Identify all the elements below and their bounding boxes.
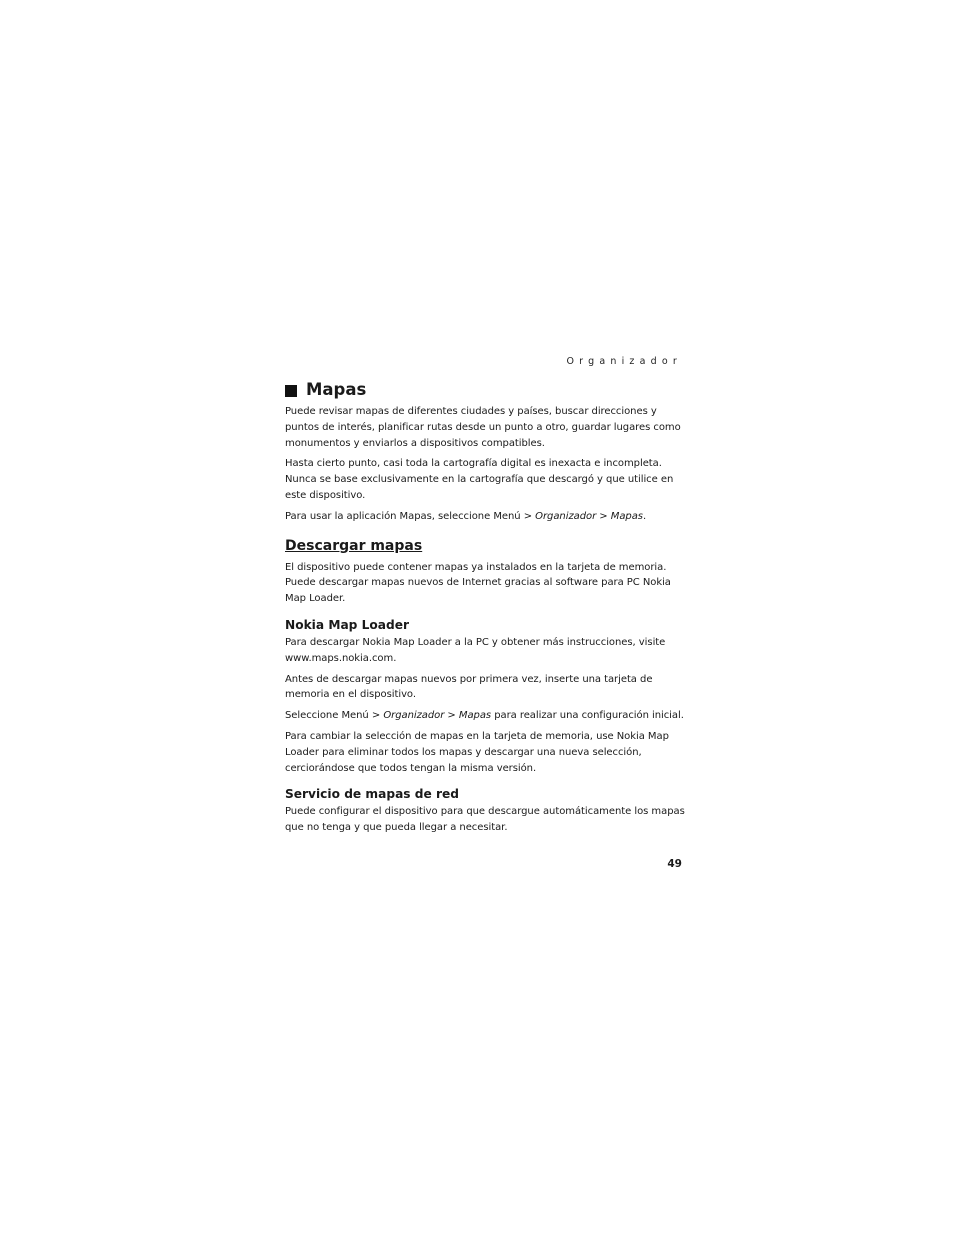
organizer-label: Organizador <box>383 710 445 722</box>
section-title: Mapas <box>306 380 367 399</box>
paragraph: Puede configurar el dispositivo para que descargue automáticamente los mapas que no tenga y que pueda llegar a necesitar. <box>285 806 685 834</box>
path-separator: > <box>520 510 536 522</box>
path-separator: > <box>368 710 384 722</box>
subsubsection-title-network: Servicio de mapas de red <box>285 787 460 802</box>
paragraph: El dispositivo puede contener mapas ya instalados en la tarjeta de memoria. Puede descargar mapas nuevos de Internet gracias al software para PC Nokia Map Loader. <box>285 561 671 605</box>
page-content <box>285 378 685 841</box>
text: Para usar la aplicación Mapas, seleccione <box>285 510 494 522</box>
paragraph: Para descargar Nokia Map Loader a la PC y obtener más instrucciones, visite www.maps.nokia.com. <box>285 636 666 664</box>
paragraph-menu-path <box>285 708 685 724</box>
path-separator: > <box>596 510 611 522</box>
section-heading <box>285 378 685 402</box>
paragraph: Puede revisar mapas de diferentes ciudades y países, buscar direcciones y puntos de interés, planificar rutas desde un punto a otro, guardar lugares como monumentos y enviarlos a dispositivos compatibles. <box>285 406 681 449</box>
black-square-icon <box>285 385 297 397</box>
running-header: Organizador <box>566 356 682 367</box>
text: para realizar una configuración inicial. <box>491 710 684 722</box>
menu-label: Menú <box>493 510 521 522</box>
path-separator: > <box>444 710 459 722</box>
maps-label: Mapas <box>458 710 492 722</box>
text: Seleccione <box>285 710 342 722</box>
paragraph: Para cambiar la selección de mapas en la tarjeta de memoria, use Nokia Map Loader para eliminar todos los mapas y descargar una nueva selección, cerciorándose que todos tengan la misma versión. <box>285 730 669 774</box>
maps-label: Mapas <box>610 510 643 522</box>
subsubsection-title-loader: Nokia Map Loader <box>285 617 410 632</box>
document-page <box>285 0 685 1235</box>
paragraph: Hasta cierto punto, casi toda la cartografía digital es inexacta e incompleta. Nunca se base exclusivamente en la cartografía que descargó y que utilice en este dispositivo. <box>285 458 674 501</box>
text: . <box>642 510 647 522</box>
organizer-label: Organizador <box>535 510 597 522</box>
paragraph: Antes de descargar mapas nuevos por primera vez, inserte una tarjeta de memoria en el dispositivo. <box>285 673 653 701</box>
subsection-title-download: Descargar mapas <box>285 537 423 554</box>
menu-label: Menú <box>341 710 369 722</box>
paragraph-menu-path <box>285 509 685 525</box>
page-number: 49 <box>667 858 682 870</box>
